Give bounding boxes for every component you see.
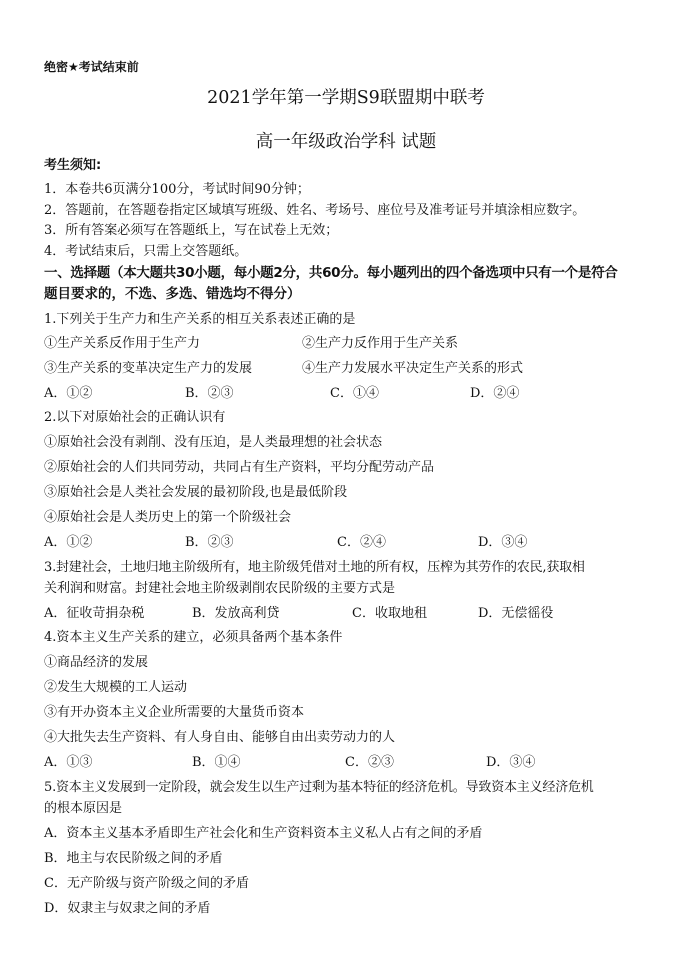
section-heading-cont: 题目要求的，不选、多选、错选均不得分） bbox=[44, 286, 301, 302]
question-2-statement: ②原始社会的人们共同劳动，共同占有生产资料，平均分配劳动产品 bbox=[44, 460, 435, 475]
question-2-statement: ③原始社会是人类社会发展的最初阶段,也是最低阶段 bbox=[44, 485, 348, 500]
question-2-statement: ④原始社会是人类历史上的第一个阶级社会 bbox=[44, 510, 292, 525]
question-2-option-b[interactable]: B．②③ bbox=[185, 535, 234, 550]
question-4-option-d[interactable]: D．③④ bbox=[486, 755, 536, 770]
notice-item: 3．所有答案必须写在答题纸上，写在试卷上无效； bbox=[44, 223, 339, 238]
question-5-option-c[interactable]: C．无产阶级与资产阶级之间的矛盾 bbox=[44, 876, 249, 891]
question-4-statement: ②发生大规模的工人运动 bbox=[44, 680, 188, 695]
exam-subtitle: 高一年级政治学科 试题 bbox=[255, 132, 437, 152]
question-4-option-b[interactable]: B．①④ bbox=[192, 755, 241, 770]
question-3-stem: 3.封建社会，土地归地主阶级所有，地主阶级凭借对土地的所有权，压榨为其劳作的农民,获取相 bbox=[44, 560, 585, 575]
question-3-option-b[interactable]: B．发放高利贷 bbox=[192, 606, 280, 621]
question-1-option-c[interactable]: C．①④ bbox=[330, 386, 379, 401]
question-3-option-c[interactable]: C．收取地租 bbox=[352, 606, 427, 621]
question-4-stem: 4.资本主义生产关系的建立，必须具备两个基本条件 bbox=[44, 630, 343, 645]
question-2-statement: ①原始社会没有剥削、没有压迫，是人类最理想的社会状态 bbox=[44, 435, 383, 450]
section-heading: 一、选择题（本大题共30小题，每小题2分，共60分。每小题列出的四个备选项中只有一个是符合 bbox=[44, 265, 618, 281]
question-4-option-a[interactable]: A．①③ bbox=[44, 755, 93, 770]
question-5-option-d[interactable]: D．奴隶主与奴隶之间的矛盾 bbox=[44, 901, 211, 916]
question-5-stem-cont: 的根本原因是 bbox=[44, 801, 123, 816]
question-5-option-a[interactable]: A．资本主义基本矛盾即生产社会化和生产资料资本主义私人占有之间的矛盾 bbox=[44, 826, 483, 841]
question-3-option-d[interactable]: D．无偿徭役 bbox=[478, 606, 554, 621]
question-2-option-a[interactable]: A．①② bbox=[44, 535, 93, 550]
exam-title: 2021学年第一学期S9联盟期中联考 bbox=[207, 88, 485, 108]
notice-item: 1．本卷共6页满分100分，考试时间90分钟； bbox=[44, 182, 310, 197]
confidential-label: 绝密★考试结束前 bbox=[44, 60, 139, 74]
question-1-option-d[interactable]: D．②④ bbox=[470, 386, 520, 401]
question-1-statement: ③生产关系的变革决定生产力的发展 bbox=[44, 361, 253, 376]
question-5-stem: 5.资本主义发展到一定阶段，就会发生以生产过剩为基本特征的经济危机。导致资本主义经济危机 bbox=[44, 780, 594, 795]
question-1-statement: ④生产力发展水平决定生产关系的形式 bbox=[302, 361, 524, 376]
notice-item: 2．答题前，在答题卷指定区域填写班级、姓名、考场号、座位号及准考证号并填涂相应数字。 bbox=[44, 203, 586, 218]
question-1-option-a[interactable]: A．①② bbox=[44, 386, 93, 401]
notice-heading: 考生须知: bbox=[44, 158, 102, 173]
question-3-option-a[interactable]: A．征收苛捐杂税 bbox=[44, 606, 145, 621]
question-2-option-d[interactable]: D．③④ bbox=[478, 535, 528, 550]
question-2-stem: 2.以下对原始社会的正确认识有 bbox=[44, 410, 226, 425]
question-1-statement: ①生产关系反作用于生产力 bbox=[44, 336, 201, 351]
question-3-stem-cont: 关利润和财富。封建社会地主阶级剥削农民阶级的主要方式是 bbox=[44, 581, 396, 596]
question-1-stem: 1.下列关于生产力和生产关系的相互关系表述正确的是 bbox=[44, 312, 356, 327]
question-2-option-c[interactable]: C．②④ bbox=[337, 535, 386, 550]
question-4-statement: ①商品经济的发展 bbox=[44, 655, 149, 670]
question-4-statement: ③有开办资本主义企业所需要的大量货币资本 bbox=[44, 705, 305, 720]
question-1-option-b[interactable]: B．②③ bbox=[185, 386, 234, 401]
question-5-option-b[interactable]: B．地主与农民阶级之间的矛盾 bbox=[44, 851, 223, 866]
question-1-statement: ②生产力反作用于生产关系 bbox=[302, 336, 459, 351]
notice-item: 4．考试结束后，只需上交答题纸。 bbox=[44, 244, 248, 259]
question-4-statement: ④大批失去生产资料、有人身自由、能够自由出卖劳动力的人 bbox=[44, 730, 396, 745]
question-4-option-c[interactable]: C．②③ bbox=[345, 755, 394, 770]
